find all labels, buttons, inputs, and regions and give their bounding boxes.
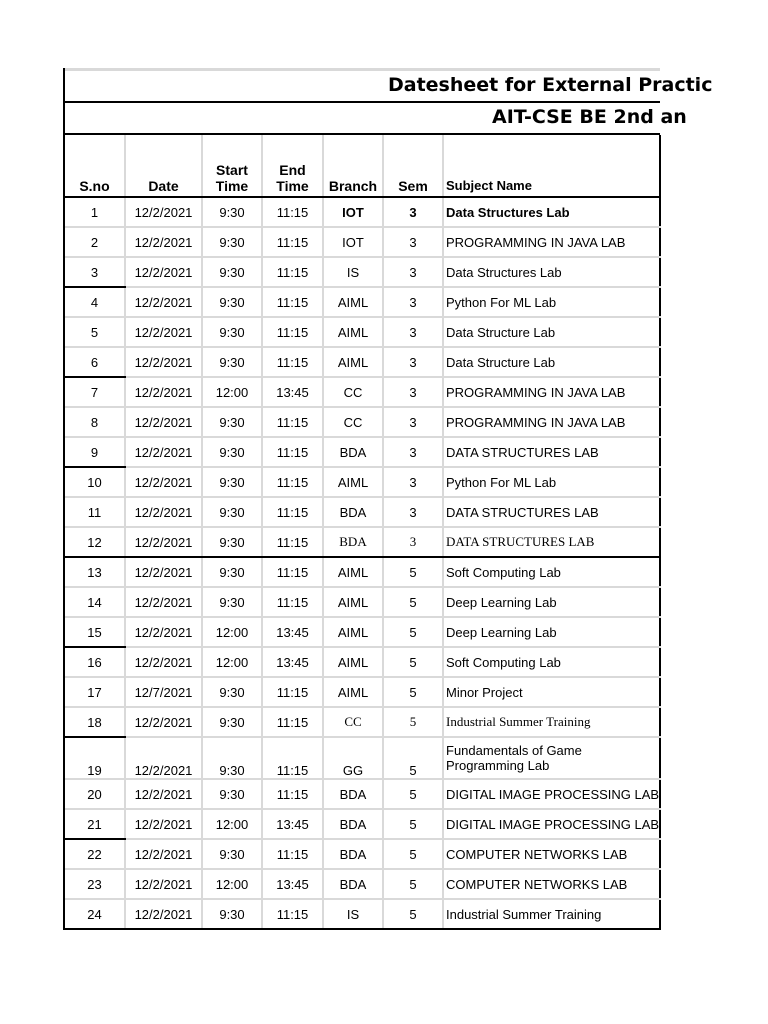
cell-end-time: 13:45 bbox=[262, 377, 323, 407]
cell-sem: 5 bbox=[383, 557, 443, 587]
cell-sno: 10 bbox=[65, 467, 125, 497]
cell-subject: Soft Computing Lab bbox=[443, 557, 660, 587]
cell-subject: Data Structures Lab bbox=[443, 257, 660, 287]
cell-sem: 3 bbox=[383, 257, 443, 287]
cell-sem: 3 bbox=[383, 527, 443, 557]
cell-date: 12/2/2021 bbox=[125, 869, 202, 899]
cell-subject: DATA STRUCTURES LAB bbox=[443, 527, 660, 557]
cell-date: 12/2/2021 bbox=[125, 527, 202, 557]
table-row bbox=[65, 227, 660, 257]
cell-start-time: 12:00 bbox=[202, 377, 262, 407]
cell-sem: 3 bbox=[383, 407, 443, 437]
cell-start-time: 12:00 bbox=[202, 869, 262, 899]
cell-subject: PROGRAMMING IN JAVA LAB bbox=[443, 377, 660, 407]
cell-sem: 5 bbox=[383, 677, 443, 707]
cell-sno: 4 bbox=[65, 287, 125, 317]
table-row bbox=[65, 317, 660, 347]
cell-subject: Fundamentals of Game Programming Lab bbox=[443, 737, 660, 779]
cell-end-time: 11:15 bbox=[262, 347, 323, 377]
cell-sem: 3 bbox=[383, 377, 443, 407]
cell-branch: AIML bbox=[323, 467, 383, 497]
cell-date: 12/2/2021 bbox=[125, 839, 202, 869]
col-sem: Sem bbox=[383, 135, 443, 197]
cell-start-time: 9:30 bbox=[202, 227, 262, 257]
cell-subject: COMPUTER NETWORKS LAB bbox=[443, 839, 660, 869]
cell-date: 12/2/2021 bbox=[125, 587, 202, 617]
cell-date: 12/2/2021 bbox=[125, 899, 202, 929]
cell-branch: BDA bbox=[323, 497, 383, 527]
cell-branch: BDA bbox=[323, 779, 383, 809]
cell-subject: Data Structures Lab bbox=[443, 197, 660, 227]
cell-start-time: 12:00 bbox=[202, 809, 262, 839]
cell-subject: DIGITAL IMAGE PROCESSING LAB bbox=[443, 809, 660, 839]
cell-sno: 12 bbox=[65, 527, 125, 557]
table-row bbox=[65, 377, 660, 407]
cell-sno: 16 bbox=[65, 647, 125, 677]
cell-end-time: 11:15 bbox=[262, 677, 323, 707]
cell-subject: Deep Learning Lab bbox=[443, 587, 660, 617]
table-row bbox=[65, 467, 660, 497]
cell-sno: 7 bbox=[65, 377, 125, 407]
cell-date: 12/7/2021 bbox=[125, 677, 202, 707]
cell-subject: DIGITAL IMAGE PROCESSING LAB bbox=[443, 779, 660, 809]
cell-subject: Data Structure Lab bbox=[443, 317, 660, 347]
table-row bbox=[65, 737, 660, 779]
cell-date: 12/2/2021 bbox=[125, 557, 202, 587]
cell-branch: BDA bbox=[323, 809, 383, 839]
cell-sem: 5 bbox=[383, 779, 443, 809]
table-row bbox=[65, 557, 660, 587]
table-row bbox=[65, 407, 660, 437]
cell-date: 12/2/2021 bbox=[125, 197, 202, 227]
cell-branch: BDA bbox=[323, 839, 383, 869]
cell-sem: 5 bbox=[383, 647, 443, 677]
cell-branch: BDA bbox=[323, 869, 383, 899]
cell-end-time: 13:45 bbox=[262, 617, 323, 647]
cell-start-time: 9:30 bbox=[202, 467, 262, 497]
subtitle-row bbox=[65, 103, 687, 135]
cell-end-time: 11:15 bbox=[262, 437, 323, 467]
cell-date: 12/2/2021 bbox=[125, 407, 202, 437]
cell-branch: CC bbox=[323, 407, 383, 437]
cell-start-time: 12:00 bbox=[202, 647, 262, 677]
cell-end-time: 11:15 bbox=[262, 899, 323, 929]
table-row bbox=[65, 617, 660, 647]
exam-table bbox=[65, 135, 661, 930]
cell-start-time: 9:30 bbox=[202, 677, 262, 707]
cell-sem: 5 bbox=[383, 809, 443, 839]
cell-subject: Python For ML Lab bbox=[443, 467, 660, 497]
cell-sno: 1 bbox=[65, 197, 125, 227]
cell-end-time: 13:45 bbox=[262, 809, 323, 839]
cell-date: 12/2/2021 bbox=[125, 647, 202, 677]
cell-date: 12/2/2021 bbox=[125, 347, 202, 377]
cell-sem: 3 bbox=[383, 317, 443, 347]
cell-sem: 5 bbox=[383, 839, 443, 869]
cell-subject: Data Structure Lab bbox=[443, 347, 660, 377]
col-sno: S.no bbox=[65, 135, 125, 197]
cell-branch: AIML bbox=[323, 617, 383, 647]
cell-branch: GG bbox=[323, 737, 383, 779]
cell-start-time: 9:30 bbox=[202, 497, 262, 527]
cell-start-time: 9:30 bbox=[202, 287, 262, 317]
cell-sem: 3 bbox=[383, 197, 443, 227]
cell-start-time: 9:30 bbox=[202, 257, 262, 287]
cell-branch: AIML bbox=[323, 317, 383, 347]
header-row bbox=[65, 135, 660, 197]
cell-date: 12/2/2021 bbox=[125, 317, 202, 347]
cell-sno: 22 bbox=[65, 839, 125, 869]
table-row bbox=[65, 677, 660, 707]
cell-sno: 24 bbox=[65, 899, 125, 929]
table-row bbox=[65, 899, 660, 929]
cell-date: 12/2/2021 bbox=[125, 257, 202, 287]
cell-subject: COMPUTER NETWORKS LAB bbox=[443, 869, 660, 899]
cell-subject: DATA STRUCTURES LAB bbox=[443, 437, 660, 467]
cell-sno: 14 bbox=[65, 587, 125, 617]
cell-end-time: 13:45 bbox=[262, 647, 323, 677]
table-row bbox=[65, 287, 660, 317]
cell-subject: Python For ML Lab bbox=[443, 287, 660, 317]
cell-start-time: 9:30 bbox=[202, 839, 262, 869]
cell-sem: 3 bbox=[383, 497, 443, 527]
cell-sem: 3 bbox=[383, 347, 443, 377]
cell-start-time: 12:00 bbox=[202, 617, 262, 647]
cell-sno: 3 bbox=[65, 257, 125, 287]
cell-end-time: 11:15 bbox=[262, 287, 323, 317]
cell-subject: PROGRAMMING IN JAVA LAB bbox=[443, 227, 660, 257]
cell-subject: Deep Learning Lab bbox=[443, 617, 660, 647]
cell-sno: 13 bbox=[65, 557, 125, 587]
cell-start-time: 9:30 bbox=[202, 317, 262, 347]
cell-subject: Minor Project bbox=[443, 677, 660, 707]
cell-sem: 5 bbox=[383, 869, 443, 899]
cell-date: 12/2/2021 bbox=[125, 377, 202, 407]
cell-branch: IS bbox=[323, 257, 383, 287]
cell-date: 12/2/2021 bbox=[125, 617, 202, 647]
table-row bbox=[65, 437, 660, 467]
cell-sno: 2 bbox=[65, 227, 125, 257]
cell-date: 12/2/2021 bbox=[125, 227, 202, 257]
table-row bbox=[65, 347, 660, 377]
table-row bbox=[65, 647, 660, 677]
table-row bbox=[65, 869, 660, 899]
col-branch: Branch bbox=[323, 135, 383, 197]
cell-branch: AIML bbox=[323, 287, 383, 317]
table-row bbox=[65, 707, 660, 737]
cell-sno: 21 bbox=[65, 809, 125, 839]
cell-subject: DATA STRUCTURES LAB bbox=[443, 497, 660, 527]
cell-sno: 8 bbox=[65, 407, 125, 437]
cell-end-time: 11:15 bbox=[262, 587, 323, 617]
cell-sno: 5 bbox=[65, 317, 125, 347]
table-row bbox=[65, 257, 660, 287]
cell-branch: CC bbox=[323, 377, 383, 407]
datesheet bbox=[63, 68, 713, 930]
cell-start-time: 9:30 bbox=[202, 707, 262, 737]
cell-start-time: 9:30 bbox=[202, 437, 262, 467]
table-row bbox=[65, 527, 660, 557]
cell-end-time: 11:15 bbox=[262, 737, 323, 779]
cell-branch: IS bbox=[323, 899, 383, 929]
cell-start-time: 9:30 bbox=[202, 779, 262, 809]
cell-start-time: 9:30 bbox=[202, 197, 262, 227]
cell-subject: PROGRAMMING IN JAVA LAB bbox=[443, 407, 660, 437]
cell-date: 12/2/2021 bbox=[125, 467, 202, 497]
cell-date: 12/2/2021 bbox=[125, 287, 202, 317]
cell-end-time: 11:15 bbox=[262, 557, 323, 587]
cell-date: 12/2/2021 bbox=[125, 707, 202, 737]
cell-branch: IOT bbox=[323, 227, 383, 257]
col-start-time: Start Time bbox=[202, 135, 262, 197]
table-row bbox=[65, 779, 660, 809]
cell-branch: BDA bbox=[323, 527, 383, 557]
cell-branch: AIML bbox=[323, 347, 383, 377]
cell-start-time: 9:30 bbox=[202, 527, 262, 557]
col-end-time: End Time bbox=[262, 135, 323, 197]
cell-end-time: 11:15 bbox=[262, 257, 323, 287]
cell-date: 12/2/2021 bbox=[125, 497, 202, 527]
cell-sem: 3 bbox=[383, 287, 443, 317]
cell-start-time: 9:30 bbox=[202, 587, 262, 617]
cell-sem: 3 bbox=[383, 227, 443, 257]
cell-end-time: 11:15 bbox=[262, 407, 323, 437]
cell-branch: AIML bbox=[323, 587, 383, 617]
cell-end-time: 11:15 bbox=[262, 497, 323, 527]
cell-start-time: 9:30 bbox=[202, 557, 262, 587]
cell-sem: 5 bbox=[383, 617, 443, 647]
cell-end-time: 11:15 bbox=[262, 227, 323, 257]
cell-sno: 18 bbox=[65, 707, 125, 737]
cell-start-time: 9:30 bbox=[202, 347, 262, 377]
cell-date: 12/2/2021 bbox=[125, 779, 202, 809]
cell-sno: 15 bbox=[65, 617, 125, 647]
table-row bbox=[65, 587, 660, 617]
table-row bbox=[65, 497, 660, 527]
cell-sno: 19 bbox=[65, 737, 125, 779]
cell-end-time: 11:15 bbox=[262, 839, 323, 869]
cell-date: 12/2/2021 bbox=[125, 809, 202, 839]
title-row bbox=[65, 71, 713, 103]
table-row bbox=[65, 197, 660, 227]
cell-end-time: 13:45 bbox=[262, 869, 323, 899]
col-date: Date bbox=[125, 135, 202, 197]
cell-sno: 9 bbox=[65, 437, 125, 467]
table-row bbox=[65, 839, 660, 869]
table-row bbox=[65, 809, 660, 839]
cell-sno: 23 bbox=[65, 869, 125, 899]
cell-branch: AIML bbox=[323, 677, 383, 707]
cell-end-time: 11:15 bbox=[262, 317, 323, 347]
cell-date: 12/2/2021 bbox=[125, 437, 202, 467]
cell-subject: Industrial Summer Training bbox=[443, 707, 660, 737]
col-subject: Subject Name bbox=[443, 135, 660, 197]
cell-branch: IOT bbox=[323, 197, 383, 227]
cell-date: 12/2/2021 bbox=[125, 737, 202, 779]
cell-subject: Industrial Summer Training bbox=[443, 899, 660, 929]
cell-end-time: 11:15 bbox=[262, 197, 323, 227]
cell-sem: 3 bbox=[383, 467, 443, 497]
cell-branch: CC bbox=[323, 707, 383, 737]
cell-end-time: 11:15 bbox=[262, 707, 323, 737]
cell-end-time: 11:15 bbox=[262, 467, 323, 497]
cell-sno: 20 bbox=[65, 779, 125, 809]
cell-sem: 5 bbox=[383, 737, 443, 779]
page-subtitle: AIT-CSE BE 2nd an bbox=[492, 106, 687, 128]
cell-branch: AIML bbox=[323, 647, 383, 677]
cell-sno: 17 bbox=[65, 677, 125, 707]
cell-end-time: 11:15 bbox=[262, 527, 323, 557]
cell-sem: 5 bbox=[383, 899, 443, 929]
cell-branch: AIML bbox=[323, 557, 383, 587]
cell-sem: 5 bbox=[383, 707, 443, 737]
cell-start-time: 9:30 bbox=[202, 899, 262, 929]
cell-sno: 6 bbox=[65, 347, 125, 377]
page-title: Datesheet for External Practic bbox=[388, 74, 713, 96]
cell-sno: 11 bbox=[65, 497, 125, 527]
cell-sem: 5 bbox=[383, 587, 443, 617]
cell-start-time: 9:30 bbox=[202, 737, 262, 779]
cell-end-time: 11:15 bbox=[262, 779, 323, 809]
cell-start-time: 9:30 bbox=[202, 407, 262, 437]
cell-branch: BDA bbox=[323, 437, 383, 467]
cell-sem: 3 bbox=[383, 437, 443, 467]
cell-subject: Soft Computing Lab bbox=[443, 647, 660, 677]
